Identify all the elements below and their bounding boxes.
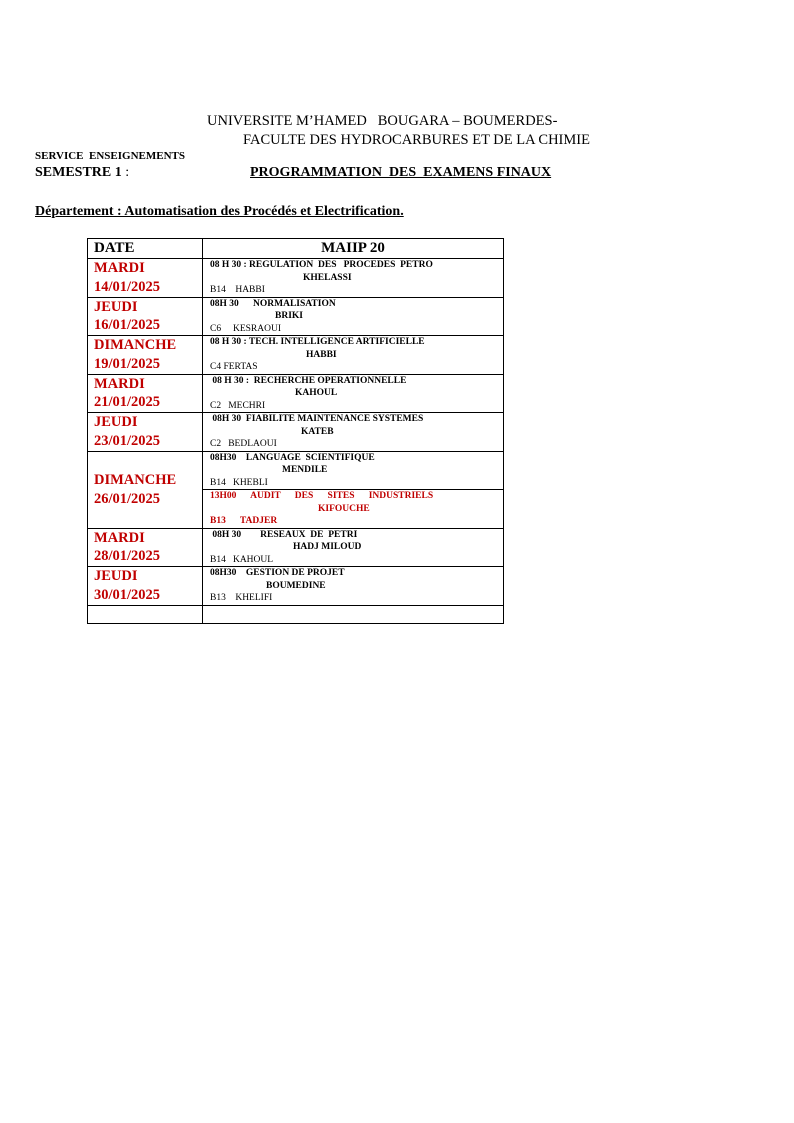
university-name: UNIVERSITE M’HAMED BOUGARA – BOUMERDES- (207, 113, 558, 129)
date-cell (88, 451, 203, 528)
service-label: SERVICE ENSEIGNEMENTS (35, 150, 185, 162)
exam-teacher: HADJ MILOUD (293, 542, 362, 552)
table-row (88, 451, 504, 490)
date-cell (88, 413, 203, 452)
exam-cell (203, 413, 504, 452)
column-header-date: DATE (88, 239, 203, 259)
exam-time-subject: 08H 30 RESEAUX DE PETRI (210, 529, 358, 540)
semester-label: SEMESTRE 1 (35, 165, 122, 180)
exam-day: MARDI (94, 260, 145, 276)
date-cell (88, 528, 203, 567)
exam-teacher: HABBI (306, 349, 337, 360)
exam-day: DIMANCHE (94, 337, 177, 353)
date-cell (88, 374, 203, 413)
exam-cell (203, 336, 504, 375)
table-header-row (88, 239, 504, 259)
exam-teacher: KAHOUL (295, 388, 338, 398)
empty-cell (88, 605, 203, 623)
exam-room-supervisor: C2 MECHRI (210, 400, 266, 411)
exam-room-supervisor: B14 KAHOUL (210, 554, 274, 565)
exam-date: 26/01/2025 (94, 490, 161, 507)
exam-day: DIMANCHE (94, 472, 177, 488)
exam-room-supervisor: B13 TADJER (210, 516, 278, 526)
exam-date: 16/01/2025 (94, 317, 161, 333)
department-title: Département : Automatisation des Procédés et Electrification. (35, 204, 404, 219)
column-header-group: MAIIP 20 (203, 239, 504, 259)
exam-cell (203, 451, 504, 490)
semester-line (35, 165, 129, 181)
exam-teacher: BOUMEDINE (266, 580, 326, 591)
exam-teacher: BRIKI (275, 311, 303, 321)
exam-time-subject: 08 H 30 : TECH. INTELLIGENCE ARTIFICIELLE (210, 337, 425, 347)
exam-room-supervisor: C2 BEDLAOUI (210, 439, 277, 449)
table-row (88, 259, 504, 298)
empty-cell (203, 605, 504, 623)
exam-day: JEUDI (94, 298, 138, 315)
exam-cell (203, 567, 504, 606)
date-cell (88, 567, 203, 606)
exam-room-supervisor: B14 KHEBLI (210, 477, 268, 488)
exam-day: JEUDI (94, 414, 138, 430)
exam-cell (203, 259, 504, 298)
exam-time-subject: 08H 30 FIABILITE MAINTENANCE SYSTEMES (210, 414, 424, 424)
empty-row (88, 605, 504, 623)
exam-date: 28/01/2025 (94, 548, 161, 564)
exam-schedule-table (87, 238, 504, 624)
exam-room-supervisor: C4 FERTAS (210, 362, 258, 372)
exam-cell (203, 297, 504, 336)
exam-teacher: MENDILE (282, 465, 328, 475)
exam-date: 21/01/2025 (94, 394, 161, 410)
exam-day: JEUDI (94, 568, 138, 584)
exam-time-subject: 08H 30 NORMALISATION (210, 298, 336, 309)
page-title: PROGRAMMATION DES EXAMENS FINAUX (250, 165, 552, 180)
exam-cell (203, 374, 504, 413)
exam-day: MARDI (94, 529, 145, 546)
exam-room-supervisor: B13 KHELIFI (210, 593, 273, 603)
exam-date: 19/01/2025 (94, 355, 161, 372)
table-row (88, 374, 504, 413)
exam-time-subject: 08 H 30 : RECHERCHE OPERATIONNELLE (210, 375, 407, 386)
table-row (88, 567, 504, 606)
exam-time-subject: 08 H 30 : REGULATION DES PROCEDES PETRO (210, 260, 433, 270)
date-cell (88, 336, 203, 375)
exam-room-supervisor: C6 KESRAOUI (210, 323, 281, 334)
exam-time-subject: 08H30 GESTION DE PROJET (210, 568, 345, 578)
table-row (88, 297, 504, 336)
exam-date: 23/01/2025 (94, 432, 161, 449)
exam-cell (203, 528, 504, 567)
exam-room-supervisor: B14 HABBI (210, 285, 265, 295)
faculty-name: FACULTE DES HYDROCARBURES ET DE LA CHIMIE (243, 132, 590, 148)
exam-time-subject: 08H30 LANGUAGE SCIENTIFIQUE (210, 452, 375, 463)
table-row (88, 413, 504, 452)
exam-date: 30/01/2025 (94, 586, 161, 603)
exam-day: MARDI (94, 375, 145, 392)
exam-date: 14/01/2025 (94, 278, 161, 295)
exam-teacher: KIFOUCHE (318, 503, 370, 514)
exam-teacher: KATEB (301, 426, 334, 437)
date-cell (88, 297, 203, 336)
date-cell (88, 259, 203, 298)
table-row (88, 336, 504, 375)
exam-teacher: KHELASSI (303, 272, 352, 283)
semester-colon: : (121, 165, 130, 180)
table-row (88, 528, 504, 567)
exam-cell (203, 490, 504, 529)
exam-time-subject: 13H00 AUDIT DES SITES INDUSTRIELS (210, 491, 434, 501)
